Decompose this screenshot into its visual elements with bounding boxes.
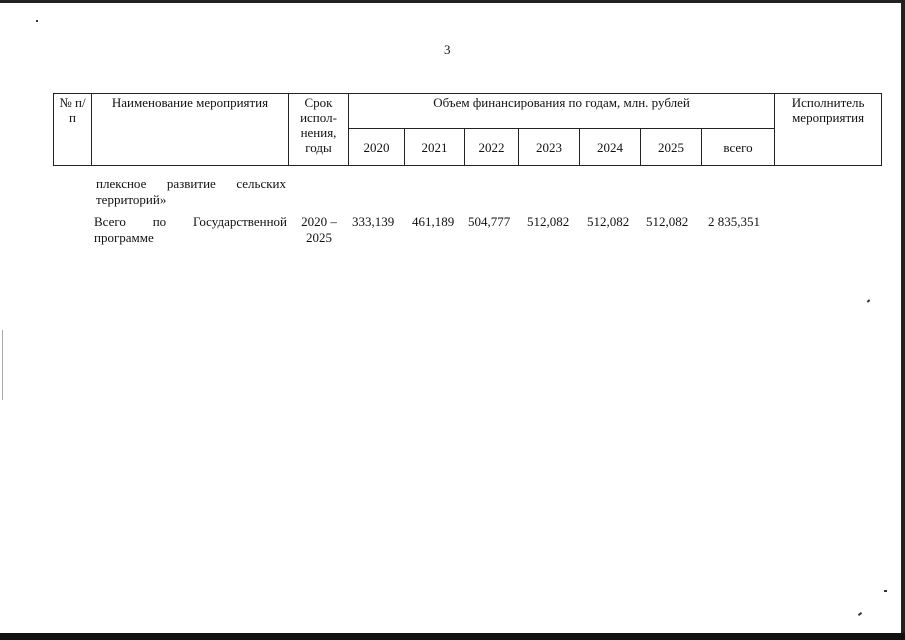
page-border-right [901,0,905,640]
total-value: 333,139 [352,214,395,229]
header-year: 2025 [641,129,702,166]
page-border-bottom [0,633,905,640]
continued-activity-name [96,176,286,208]
total-value: 461,189 [412,214,455,229]
header-year: 2021 [405,129,465,166]
header-name: Наименование мероприятия [92,94,289,166]
continued-line: плексное развитие сельских [96,176,286,191]
total-value: 512,082 [527,214,570,229]
total-row-name [94,214,287,246]
total-name-line: Всего по Государственной [94,214,287,229]
header-number: № п/п [54,94,92,166]
header-period: Срок испол-нения, годы [289,94,349,166]
header-year: 2020 [349,129,405,166]
page-border-top [0,0,905,3]
total-value: 512,082 [587,214,630,229]
total-value: 2 835,351 [708,214,760,229]
header-executor: Исполнитель мероприятия [775,94,882,166]
total-value: 512,082 [646,214,689,229]
scan-speck [867,299,871,302]
page-border-left [2,330,3,400]
header-year: 2023 [519,129,580,166]
scan-speck [36,20,38,22]
scan-speck [884,590,887,592]
total-name-line: программе [94,230,154,245]
total-value: 504,777 [468,214,511,229]
total-row-period: 2020 – 2025 [301,214,337,245]
header-total: всего [702,129,775,166]
funding-table-header [53,93,882,166]
scan-speck [858,612,862,616]
header-year: 2022 [465,129,519,166]
header-year: 2024 [580,129,641,166]
header-funding: Объем финансирования по годам, млн. рублей [349,94,775,129]
page-number: 3 [444,42,451,57]
continued-line: территорий» [96,192,167,207]
